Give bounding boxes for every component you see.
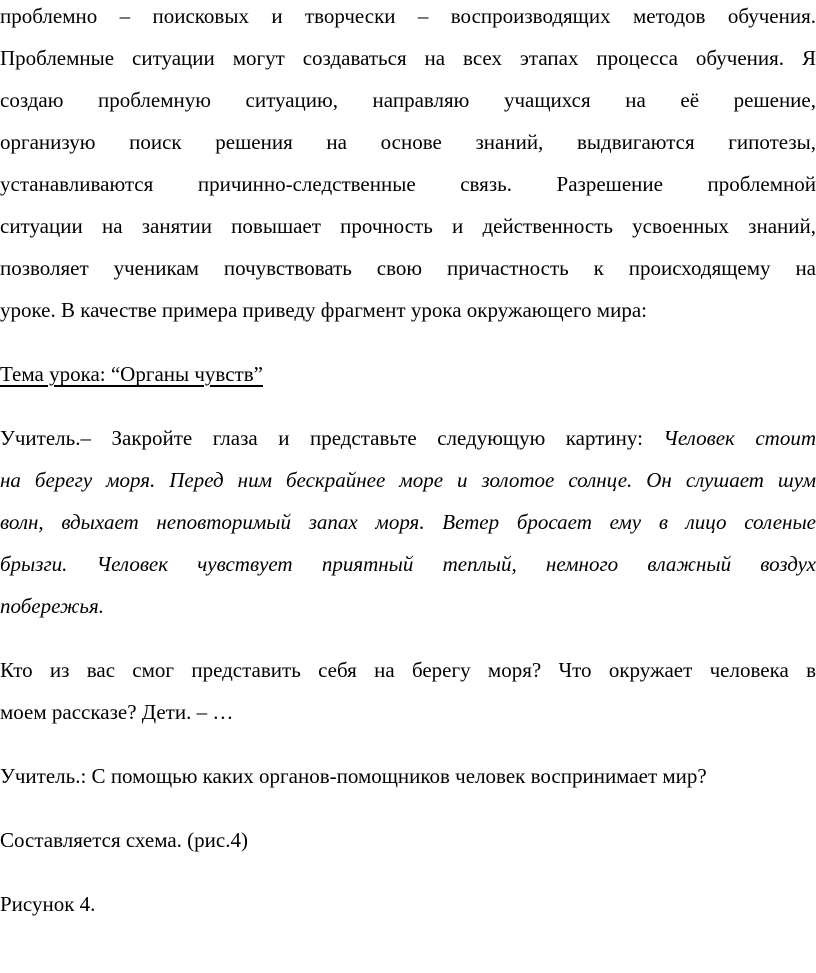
text-line: моем рассказе? Дети. – … xyxy=(0,700,234,724)
text-line xyxy=(0,417,816,459)
text-line: брызги. Человек чувствует приятный теплый, немного влажный воздух xyxy=(0,552,816,576)
text-line: волн, вдыхает неповторимый запах моря. Ветер бросает ему в лицо соленые xyxy=(0,510,816,534)
text-line: побережья. xyxy=(0,594,105,618)
text-line: Проблемные ситуации могут создаваться на всех этапах процесса обучения. Я xyxy=(0,46,816,70)
text-line: создаю проблемную ситуацию, направляю учащихся на её решение, xyxy=(0,88,816,112)
question-paragraph xyxy=(0,649,816,733)
teacher-intro-paragraph xyxy=(0,417,816,627)
teacher-intro-italic: Человек стоит xyxy=(663,426,816,450)
scheme-note: Составляется схема. (рис.4) xyxy=(0,828,248,852)
teacher-intro-prefix: Учитель.– Закройте глаза и представьте следующую картину: xyxy=(0,426,664,450)
text-line: ситуации на занятии повышает прочность и действенность усвоенных знаний, xyxy=(0,214,816,238)
teacher-question: Учитель.: С помощью каких органов-помощников человек воспринимает мир? xyxy=(0,764,707,788)
text-line: Кто из вас смог представить себя на берегу моря? Что окружает человека в xyxy=(0,658,816,682)
figure-caption: Рисунок 4. xyxy=(0,892,96,916)
text-line: организую поиск решения на основе знаний, выдвигаются гипотезы, xyxy=(0,130,816,154)
intro-paragraph xyxy=(0,0,816,331)
lesson-topic-heading: Тема урока: “Органы чувств” xyxy=(0,362,263,386)
text-line: проблемно – поисковых и творчески – воспроизводящих методов обучения. xyxy=(0,4,816,28)
text-line: устанавливаются причинно-следственные связь. Разрешение проблемной xyxy=(0,172,816,196)
text-line: позволяет ученикам почувствовать свою причастность к происходящему на xyxy=(0,256,816,280)
text-line: на берегу моря. Перед ним бескрайнее море и золотое солнце. Он слушает шум xyxy=(0,468,816,492)
text-line: уроке. В качестве примера приведу фрагмент урока окружающего мира: xyxy=(0,298,647,322)
